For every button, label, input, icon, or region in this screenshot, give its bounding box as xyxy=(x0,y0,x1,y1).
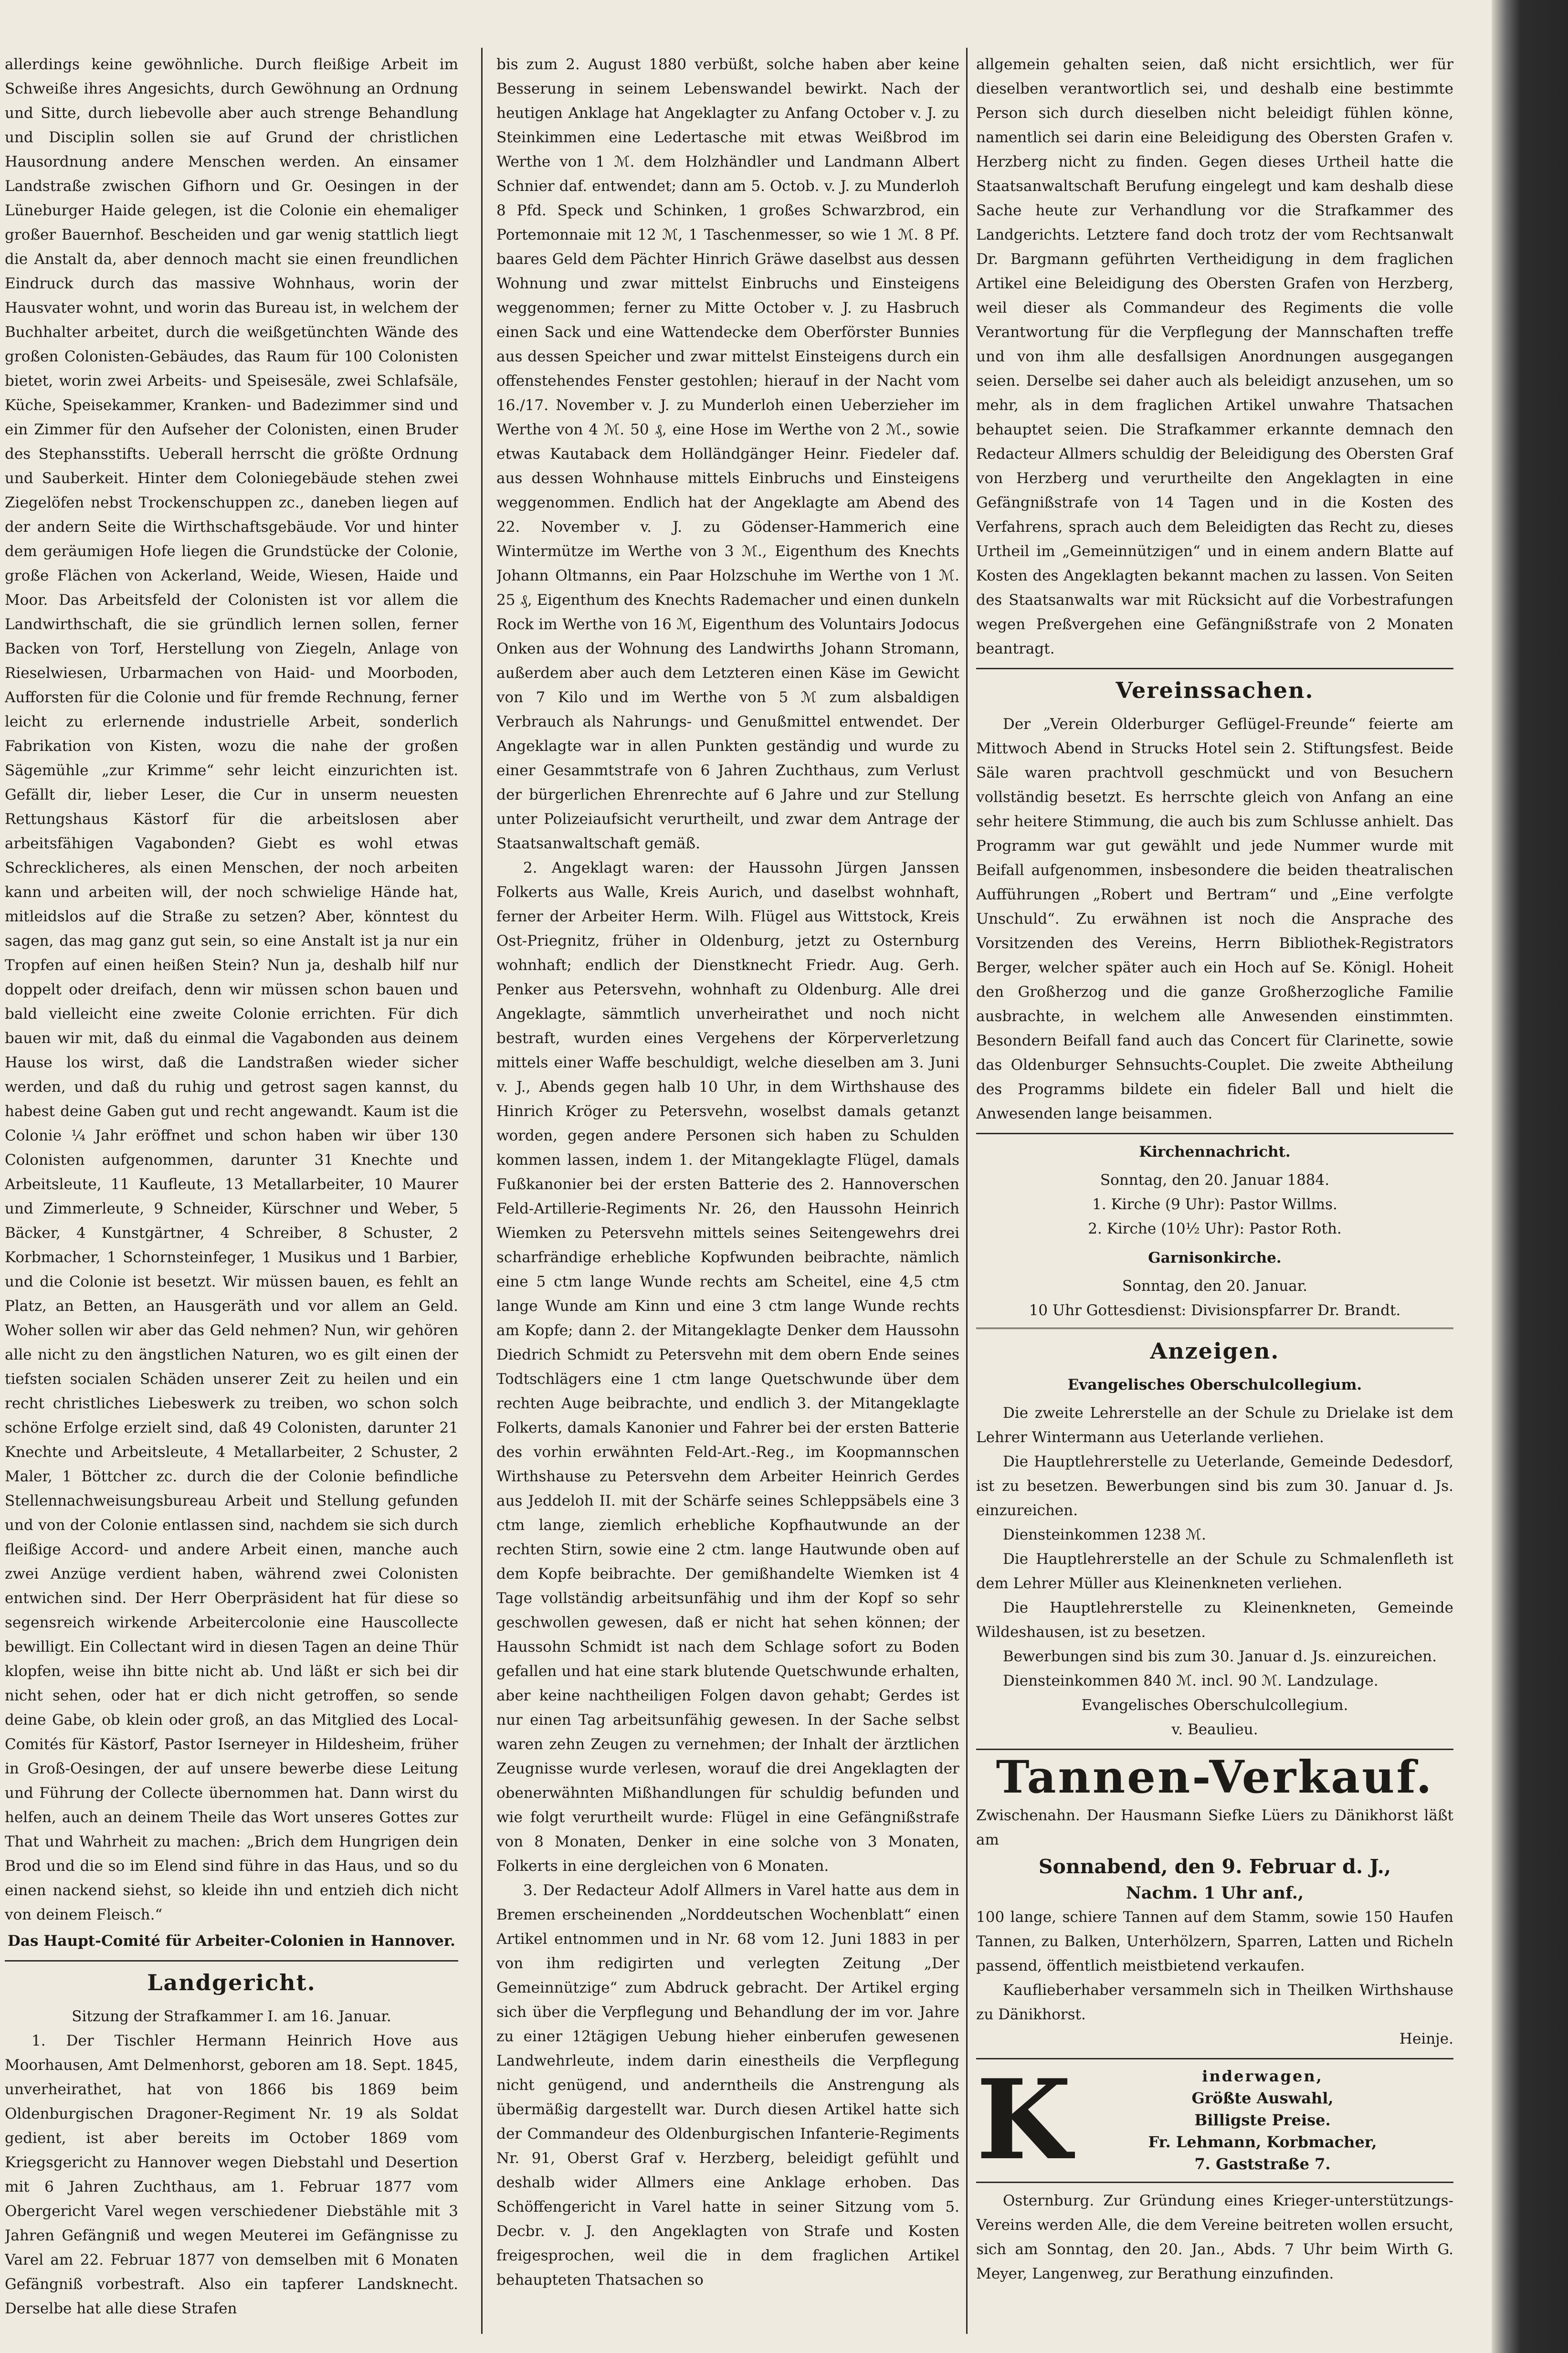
column-right xyxy=(976,53,1453,2324)
kirchen-title: Kirchennachricht. xyxy=(1139,1143,1291,1161)
tannen-signature: Heinje. xyxy=(1399,2030,1453,2047)
session-subtitle: Sitzung der Strafkammer I. am 16. Januar. xyxy=(72,2008,391,2025)
garnison-title: Garnisonkirche. xyxy=(1148,1249,1282,1266)
kinderwagen-line: Größte Auswahl, xyxy=(1191,2089,1334,2107)
garnison-date: Sonntag, den 20. Januar. xyxy=(1122,1277,1308,1295)
kirchen-line: 2. Kirche (10½ Uhr): Pastor Roth. xyxy=(1088,1220,1342,1237)
ad-text: Diensteinkommen 840 ℳ. incl. 90 ℳ. Landzulage. xyxy=(1003,1672,1379,1689)
ad-text: Die zweite Lehrerstelle an der Schule zu Drielake ist dem Lehrer Wintermann aus Ueterlande verliehen. xyxy=(976,1404,1453,1446)
ad-signature: v. Beaulieu. xyxy=(1171,1721,1258,1738)
tannen-intro: Zwischenahn. Der Hausmann Siefke Lüers zu Dänikhorst läßt am xyxy=(976,1807,1453,1848)
kinderwagen-line: Fr. Lehmann, Korbmacher, xyxy=(1148,2133,1377,2151)
column-divider xyxy=(481,48,483,2334)
column-middle xyxy=(496,53,959,2324)
section-rule xyxy=(976,1328,1453,1331)
section-title-anzeigen: Anzeigen. xyxy=(1150,1338,1280,1364)
kinderwagen-line: Billigste Preise. xyxy=(1194,2111,1331,2129)
ad-text: Die Hauptlehrerstelle zu Kleinenkneten, Gemeinde Wildeshausen, ist zu besetzen. xyxy=(976,1599,1453,1641)
osternburg-ad: Osternburg. Zur Gründung eines Krieger-unterstützungs-Vereins werden Alle, die dem Vereine beitreten wollen ersucht, sich am Sonntag, den 20. Jan., Abds. 7 Uhr beim Wirth G. Meyer, Langenweg, zur Berathung einzufinden. xyxy=(976,2192,1453,2282)
section-rule xyxy=(976,668,1453,669)
tannen-body: 100 lange, schiere Tannen auf dem Stamm, sowie 150 Haufen Tannen, zu Balken, Unterhölzern, Sparren, Latten und Richeln passend, öffentlich meistbietend verkaufen. xyxy=(976,1909,1453,1974)
section-rule xyxy=(976,1133,1453,1134)
ad-text: Die Hauptlehrerstelle zu Ueterlande, Gemeinde Dedesdorf, ist zu besetzen. Bewerbungen sind bis zum 30. Januar d. Js. einzureichen. xyxy=(976,1453,1453,1519)
kirchen-date: Sonntag, den 20. Januar 1884. xyxy=(1100,1171,1330,1189)
court-case-3: 3. Der Redacteur Adolf Allmers in Varel hatte aus dem in Bremen erscheinenden „Norddeutschen Wochenblatt“ einen Artikel entnommen und in Nr. 68 vom 12. Juni 1883 in per von ihm redigirten und verlegten Zeitung „Der Gemeinnützige“ zum Abdruck gebracht. Der Artikel erging sich über die Verpflegung und Behandlung der im vor. Jahre zu einer 12tägigen Uebung hieher einberufen gewesenen Landwehrleute, indem darin einestheils die Verpflegung nicht genügend, und anderntheils die Anstrengung als übermäßig dargestellt war. Durch diesen Artikel hatte sich der Commandeur des Oldenburgischen Infanterie-Regiments Nr. 91, Oberst Graf v. Herzberg, beleidigt gefühlt und deshalb wider Allmers eine Anklage erhoben. Das Schöffengericht in Varel hatte in seiner Sitzung vom 5. Decbr. v. J. den Angeklagten von Strafe und Kosten freigesprochen, weil die in dem fraglichen Artikel behaupteten Thatsachen so xyxy=(496,1882,959,2289)
article-signature: Das Haupt-Comité für Arbeiter-Colonien in Hannover. xyxy=(8,1932,455,1950)
column-left xyxy=(5,53,458,2324)
section-title-vereinssachen: Vereinssachen. xyxy=(1115,677,1314,703)
tannen-meet: Kauflieberhaber versammeln sich in Theilken Wirthshause zu Dänikhorst. xyxy=(976,1982,1453,2023)
section-rule xyxy=(5,1960,458,1962)
article-colony-text: allerdings keine gewöhnliche. Durch fleißige Arbeit im Schweiße ihres Angesichts, durch Gewöhnung an Ordnung und Sitte, durch liebevolle aber auch strenge Behandlung und Disciplin sollen sie auf Grund der christlichen Hausordnung andere Menschen werden. An einsamer Landstraße zwischen Gifhorn und Gr. Oesingen in der Lüneburger Haide gelegen, ist die Colonie ein ehemaliger großer Bauernhof. Bescheiden und gar wenig stattlich liegt die Anstalt da, aber dennoch macht sie einen freundlichen Eindruck durch das massive Wohnhaus, worin der Hausvater wohnt, und worin das Bureau ist, in welchem der Buchhalter arbeitet, durch die weißgetünchten Wände des großen Colonisten-Gebäudes, das Raum für 100 Colonisten bietet, worin zwei Arbeits- und Speisesäle, zwei Schlafsäle, Küche, Speisekammer, Kranken- und Badezimmer sind und ein Zimmer für den Aufseher der Colonisten, einen Bruder des Stephansstifts. Ueberall herrscht die größte Ordnung und Sauberkeit. Hinter dem Coloniegebäude stehen zwei Ziegelöfen nebst Trockenschuppen zc., daneben liegen auf der andern Seite die Wirthschaftsgebäude. Vor und hinter dem geräumigen Hofe liegen die Grundstücke der Colonie, große Flächen von Ackerland, Weide, Wiesen, Haide und Moor. Das Arbeitsfeld der Colonisten ist vor allem die Landwirthschaft, die sie gründlich lernen sollen, ferner Backen von Torf, Herstellung von Ziegeln, Anlage von Rieselwiesen, Urbarmachen von Haid- und Moorboden, Aufforsten für die Colonie und für fremde Rechnung, ferner leicht zu erlernende industrielle Arbeit, sonderlich Fabrikation von Kisten, wozu die nahe der großen Sägemühle „zur Krimme“ sehr leicht einzurichten ist. Gefällt dir, lieber Leser, die Cur in unserm neuesten Rettungshaus Kästorf für die arbeitslosen aber arbeitsfähigen Vagabonden? Giebt es wohl etwas Schrecklicheres, als einen Menschen, der noch arbeiten kann und arbeiten will, der noch schwielige Hände hat, mitleidslos auf die Straße zu setzen? Aber, könntest du sagen, das mag ganz gut sein, so eine Anstalt ist ja nur ein Tropfen auf einen heißen Stein? Nun ja, deshalb hilf nur doppelt oder dreifach, denn wir müssen schon bauen und bald vielleicht eine zweite Colonie errichten. Für dich bauen wir mit, daß du einmal die Vagabonden aus deinem Hause los wirst, daß die Landstraßen wieder sicher werden, und daß du ruhig und getrost sagen kannst, du habest deine Gaben gut und recht angewandt. Kaum ist die Colonie ¼ Jahr eröffnet und schon haben wir über 130 Colonisten aufgenommen, darunter 31 Knechte und Arbeitsleute, 11 Kaufleute, 13 Metallarbeiter, 10 Maurer und Zimmerleute, 9 Schneider, Kürschner und Weber, 5 Bäcker, 4 Kunstgärtner, 4 Schreiber, 8 Schuster, 2 Korbmacher, 1 Schornsteinfeger, 1 Musikus und 1 Barbier, und die Colonie ist besetzt. Wir müssen bauen, es fehlt an Platz, an Betten, an Hausgeräth und vor allem an Geld. Woher sollen wir aber das Geld nehmen? Nun, wir gehören alle nicht zu den ängstlichen Naturen, wo es gilt einen der tiefsten socialen Schäden unserer Zeit zu heilen und ein recht christliches Liebeswerk zu treiben, wo schon solch schöne Erfolge erzielt sind, daß 49 Colonisten, darunter 21 Knechte und Arbeitsleute, 4 Metallarbeiter, 2 Schuster, 2 Maler, 1 Böttcher zc. durch die der Colonie befindliche Stellennachweisungsbureau Arbeit und Stellung gefunden und von der Colonie entlassen sind, nachdem sie sich durch fleißige Accord- und andere Arbeit einen, manche auch zwei Anzüge verdient haben, während zwei Colonisten entwichen sind. Der Herr Oberpräsident hat für diese so segensreich wirkende Arbeitercolonie eine Hauscollecte bewilligt. Ein Collectant wird in diesen Tagen an deine Thür klopfen, weise ihn bitte nicht ab. Und läßt er sich bei dir nicht sehen, oder hat er dich nicht getroffen, so sende deine Gabe, ob klein oder groß, an das Mitglied des Local-Comités für Kästorf, Pastor Iserneyer in Hildesheim, früher in Groß-Oesingen, der auf unsere bewerbe diese Leitung und Führung der Collecte übernommen hat. Dann wirst du helfen, auch an deinem Theile das Wort unseres Gottes zur That und Wahrheit zu machen: „Brich dem Hungrigen dein Brod und die so im Elend sind führe in das Haus, und so du einen nackend siehst, so kleide ihn und entzieh dich nicht von deinem Fleisch.“ xyxy=(5,56,458,1923)
kinderwagen-line: inderwagen, xyxy=(1202,2067,1323,2085)
verein-article: Der „Verein Olderburger Geflügel-Freunde“ feierte am Mittwoch Abend in Strucks Hotel sein 2. Stiftungsfest. Beide Säle waren prachtvoll geschmückt und von Besuchern vollständig besetzt. Es herrschte gleich von Anfang an eine sehr heitere Stimmung, die auch bis zum Schlusse anhielt. Das Programm war gut gewählt und jede Nummer wurde mit Beifall aufgenommen, insbesondere die beiden theatralischen Aufführungen „Robert und Bertram“ und „Eine verfolgte Unschuld“. Zu erwähnen ist noch die Ansprache des Vorsitzenden des Vereins, Herrn Bibliothek-Registrators Berger, welcher später auch ein Hoch auf Se. Königl. Hoheit den Großherzog und die ganze Großherzogliche Familie ausbrachte, in welchem alle Anwesenden einstimmten. Besondern Beifall fand auch das Concert für Clarinette, sowie das Oldenburger Sehnsuchts-Couplet. Die zweite Abtheilung des Programms bildete ein fideler Ball und hielt die Anwesenden lange beisammen. xyxy=(976,716,1453,1122)
tannen-time: Nachm. 1 Uhr anf., xyxy=(1126,1883,1304,1903)
ad-text: Die Hauptlehrerstelle an der Schule zu Schmalenfleth ist dem Lehrer Müller aus Kleinenkneten verliehen. xyxy=(976,1551,1453,1592)
ad-title: Evangelisches Oberschulcollegium. xyxy=(1067,1376,1362,1393)
section-title-landgericht: Landgericht. xyxy=(147,1970,316,1995)
court-case-1: 1. Der Tischler Hermann Heinrich Hove aus Moorhausen, Amt Delmenhorst, geboren am 18. Sept. 1845, unverheirathet, hat von 1866 bis 1869 beim Oldenburgischen Dragoner-Regiment Nr. 19 als Soldat gedient, ist aber bereits im October 1869 vom Kriegsgericht zu Hannover wegen Diebstahl und Desertion mit 6 Jahren Zuchthaus, am 1. Februar 1877 vom Obergericht Varel wegen verschiedener Diebstähle mit 3 Jahren Gefängniß und wegen Meuterei im Gefängnisse zu Varel am 22. Februar 1877 von demselben mit 6 Monaten Gefängniß vorbestraft. Also ein tapferer Landsknecht. Derselbe hat alle diese Strafen xyxy=(5,2032,458,2317)
kinderwagen-line: 7. Gaststraße 7. xyxy=(1194,2155,1331,2173)
court-case-1-continued: bis zum 2. August 1880 verbüßt, solche haben aber keine Besserung in seinem Lebenswandel bewirkt. Nach der heutigen Anklage hat Angeklagter zu Anfang October v. J. zu Steinkimmen eine Ledertasche mit etwas Weißbrod im Werthe von 1 ℳ. dem Holzhändler und Landmann Albert Schnier daf. entwendet; dann am 5. Octob. v. J. zu Munderloh 8 Pfd. Speck und Schinken, 1 großes Schwarzbrod, ein Portemonnaie mit 12 ℳ, 1 Taschenmesser, so wie 1 ℳ. 8 Pf. baares Geld dem Pächter Hinrich Gräwe daselbst aus dessen Wohnung und zwar mittelst Einbruchs und Einsteigens weggenommen; ferner zu Mitte October v. J. zu Hasbruch einen Sack und eine Wattendecke dem Oberförster Bunnies aus dessen Speicher und zwar mittelst Einsteigens durch ein offenstehendes Fenster gestohlen; hierauf in der Nacht vom 16./17. November v. J. zu Munderloh einen Ueberzieher im Werthe von 4 ℳ. 50 ₰, eine Hose im Werthe von 2 ℳ., sowie etwas Kautaback dem Holländgänger Heinr. Fiedeler daf. aus dessen Wohnhause mittels Einbruchs und Einsteigens weggenommen. Endlich hat der Angeklagte am Abend des 22. November v. J. zu Gödenser-Hammerich eine Wintermütze im Werthe von 3 ℳ., Eigenthum des Knechts Johann Oltmanns, ein Paar Holzschuhe im Werthe von 1 ℳ. 25 ₰, Eigenthum des Knechts Rademacher und einen dunkeln Rock im Werthe von 16 ℳ, Eigenthum des Voluntairs Jodocus Onken aus der Wohnung des Landwirths Johann Stromann, außerdem aber auch dem Letzteren einen Käse im Gewicht von 7 Kilo und im Werthe von 5 ℳ zum alsbaldigen Verbrauch als Nahrungs- und Genußmittel entwendet. Der Angeklagte war in allen Punkten geständig und wurde zu einer Gesammtstrafe von 6 Jahren Zuchthaus, zum Verlust der bürgerlichen Ehrenrechte auf 6 Jahre und zur Stellung unter Polizeiaufsicht verurtheilt, und zwar dem Antrage der Staatsanwaltschaft gemäß. xyxy=(496,56,959,852)
court-case-3-continued: allgemein gehalten seien, daß nicht ersichtlich, wer für dieselben verantwortlich sei, und deshalb eine bestimmte Person sich durch dieselben nicht beleidigt fühlen könne, namentlich sei darin eine Beleidigung des Obersten Grafen v. Herzberg nicht zu finden. Gegen dieses Urtheil hatte die Staatsanwaltschaft Berufung eingelegt und kam deshalb diese Sache heute zur Verhandlung vor die Strafkammer des Landgerichts. Letztere fand doch trotz der vom Rechtsanwalt Dr. Bargmann geführten Vertheidigung in dem fraglichen Artikel eine Beleidigung des Obersten Grafen von Herzberg, weil dieser als Commandeur des Regiments die volle Verantwortung für die Verpflegung der Mannschaften treffe und von ihm alle desfallsigen Anordnungen ausgegangen seien. Derselbe sei daher auch als beleidigt anzusehen, um so mehr, als in dem fraglichen Artikel unwahre Thatsachen behauptet seien. Die Strafkammer erkannte demnach den Redacteur Allmers schuldig der Beleidigung des Obersten Graf von Herzberg und verurtheilte den Angeklagten in eine Gefängnißstrafe von 14 Tagen und in die Kosten des Verfahrens, sprach auch dem Beleidigten das Recht zu, dieses Urtheil im „Gemeinnützigen“ und in einem andern Blatte auf Kosten des Angeklagten bekannt machen zu lassen. Von Seiten des Staatsanwalts war mit Rücksicht auf die Vorbestrafungen wegen Preßvergehen eine Gefängnißstrafe von 2 Monaten beantragt. xyxy=(976,56,1453,657)
kirchen-line: 1. Kirche (9 Uhr): Pastor Willms. xyxy=(1092,1196,1337,1213)
kinderwagen-initial: K xyxy=(976,2056,1072,2184)
court-case-2: 2. Angeklagt waren: der Haussohn Jürgen Janssen Folkerts aus Walle, Kreis Aurich, und daselbst wohnhaft, ferner der Arbeiter Herm. Wilh. Flügel aus Wittstock, Kreis Ost-Priegnitz, früher in Oldenburg, jetzt zu Osternburg wohnhaft; endlich der Dienstknecht Friedr. Aug. Gerh. Penker aus Petersvehn, wohnhaft zu Oldenburg. Alle drei Angeklagte, sämmtlich unverheirathet und noch nicht bestraft, wurden eines Vergehens der Körperverletzung mittels einer Waffe beschuldigt, welche dieselben am 3. Juni v. J., Abends gegen halb 10 Uhr, in dem Wirthshause des Hinrich Kröger zu Petersvehn, woselbst damals getanzt worden, gegen andere Personen sich haben zu Schulden kommen lassen, indem 1. der Mitangeklagte Flügel, damals Fußkanonier bei der ersten Batterie des 2. Hannoverschen Feld-Artillerie-Regiments Nr. 26, den Haussohn Heinrich Wiemken zu Petersvehn mittels seines Seitengewehrs drei scharfrändige erhebliche Kopfwunden beibrachte, nämlich eine 5 ctm lange Wunde rechts am Scheitel, eine 4,5 ctm lange Wunde am Kinn und eine 3 ctm lange Wunde rechts am Kopfe; dann 2. der Mitangeklagte Denker dem Haussohn Diedrich Schmidt zu Petersvehn mit dem obern Ende seines Todtschlägers eine 1 ctm lange Quetschwunde über dem rechten Auge beibrachte, und endlich 3. der Mitangeklagte Folkerts, damals Kanonier und Fahrer bei der ersten Batterie des vorhin erwähnten Feld-Art.-Reg., im Koopmannschen Wirthshause zu Petersvehn dem Arbeiter Heinrich Gerdes aus Jeddeloh II. mit der Schärfe seines Schleppsäbels eine 3 ctm lange, ziemlich erhebliche Kopfhautwunde an der rechten Stirn, sowie eine 2 ctm. lange Hautwunde oben auf dem Kopfe beibrachte. Der gemißhandelte Wiemken ist 4 Tage vollständig arbeitsunfähig und ihm der Kopf so sehr geschwollen gewesen, daß er nicht hat sehen können; der Haussohn Schmidt ist nach dem Schlage sofort zu Boden gefallen und hat eine stark blutende Quetschwunde erhalten, aber keine nachtheiligen Folgen davon gehabt; Gerdes ist nur einen Tag arbeitsunfähig gewesen. In der Sache selbst waren zehn Zeugen zu vernehmen; der Inhalt der ärztlichen Zeugnisse wurde verlesen, worauf die drei Angeklagten der obenerwähnten Mißhandlungen für schuldig befunden und wie folgt verurtheilt wurde: Flügel in eine Gefängnißstrafe von 8 Monaten, Denker in eine solche von 3 Monaten, Folkerts in eine dergleichen von 6 Monaten. xyxy=(496,859,959,1875)
ad-text: Diensteinkommen 1238 ℳ. xyxy=(1003,1526,1206,1543)
ad-text: Bewerbungen sind bis zum 30. Januar d. Js. einzureichen. xyxy=(1003,1648,1437,1665)
garnison-line: 10 Uhr Gottesdienst: Divisionspfarrer Dr. Brandt. xyxy=(1029,1302,1401,1319)
scan-edge xyxy=(1492,0,1568,2353)
tannen-title: Tannen-Verkauf. xyxy=(996,1751,1434,1804)
tannen-date: Sonnabend, den 9. Februar d. J., xyxy=(1038,1855,1391,1878)
kinderwagen-text xyxy=(1072,2065,1453,2175)
kinderwagen-ad xyxy=(976,2056,1453,2184)
section-rule xyxy=(976,1749,1453,1750)
ad-signature: Evangelisches Oberschulcollegium. xyxy=(1081,1697,1348,1714)
column-divider xyxy=(966,48,968,2334)
